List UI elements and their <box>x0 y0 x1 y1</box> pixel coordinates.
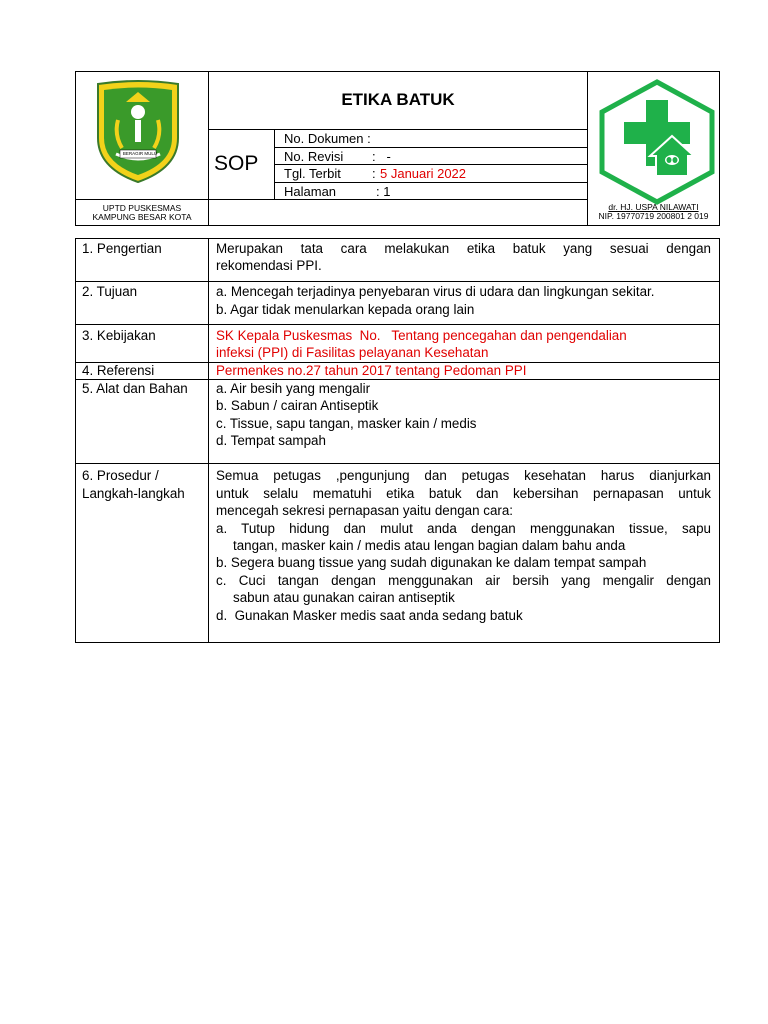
field-tgl-terbit-colon: : <box>372 166 380 181</box>
signatory-name: dr. HJ. USPA NILAWATI <box>608 202 699 212</box>
field-halaman-label: Halaman <box>284 184 337 199</box>
sop-label: SOP <box>214 152 259 175</box>
field-tgl-terbit-value: 5 Januari 2022 <box>380 166 467 181</box>
page-title: ETIKA BATUK <box>341 90 455 109</box>
field-tgl-terbit-label: Tgl. Terbit <box>284 166 341 181</box>
kebijakan-line1: SK Kepala Puskesmas No. Tentang pencegahan dan pengendalian <box>216 328 627 343</box>
prosedur-step-a-line1: a. Tutup hidung dan mulut anda dengan menggunakan tissue, sapu <box>216 521 711 536</box>
puskesmas-logo <box>598 78 716 206</box>
kebijakan-line2: infeksi (PPI) di Fasilitas pelayanan Kesehatan <box>216 345 489 360</box>
emblem-motto: BERAGIR MULU <box>122 151 158 156</box>
alat-item-a: a. Air besih yang mengalir <box>216 381 371 396</box>
label-kebijakan: 3. Kebijakan <box>82 328 156 343</box>
left-caption-line2: KAMPUNG BESAR KOTA <box>92 212 192 222</box>
tujuan-item-b: b. Agar tidak menularkan kepada orang lain <box>216 302 475 317</box>
prosedur-step-b: b. Segera buang tissue yang sudah digunakan ke dalam tempat sampah <box>216 555 647 570</box>
pengertian-line1: Merupakan tata cara melakukan etika batuk yang sesuai dengan <box>216 241 711 256</box>
prosedur-intro-line3: mencegah sekresi pernapasan yaitu dengan cara: <box>216 503 514 518</box>
field-halaman-value: : 1 <box>376 184 391 199</box>
prosedur-step-c-line2: sabun atau gunakan cairan antiseptik <box>233 590 455 605</box>
field-no-dokumen-label: No. Dokumen : <box>284 131 371 146</box>
prosedur-intro-line2: untuk selalu mematuhi etika batuk dan kebersihan pernapasan untuk <box>216 486 711 501</box>
prosedur-step-d: d. Gunakan Masker medis saat anda sedang batuk <box>216 608 523 623</box>
alat-item-b: b. Sabun / cairan Antiseptik <box>216 398 379 413</box>
label-referensi: 4. Referensi <box>82 363 155 378</box>
signatory-nip: NIP. 19770719 200801 2 019 <box>598 211 709 221</box>
tujuan-item-a: a. Mencegah terjadinya penyebaran virus di udara dan lingkungan sekitar. <box>216 284 655 299</box>
alat-item-d: d. Tempat sampah <box>216 433 326 448</box>
label-prosedur-line2: Langkah-langkah <box>82 486 185 501</box>
field-no-revisi-value: : - <box>372 149 391 164</box>
prosedur-step-c-line1: c. Cuci tangan dengan menggunakan air bersih yang mengalir dengan <box>216 573 711 588</box>
label-tujuan: 2. Tujuan <box>82 284 138 299</box>
label-prosedur-line1: 6. Prosedur / <box>82 468 159 483</box>
prosedur-step-a-line2: tangan, masker kain / medis atau lengan bagian dalam bahu anda <box>233 538 626 553</box>
alat-item-c: c. Tissue, sapu tangan, masker kain / medis <box>216 416 477 431</box>
prosedur-intro-line1: Semua petugas ,pengunjung dan petugas kesehatan harus dianjurkan <box>216 468 711 483</box>
referensi-text: Permenkes no.27 tahun 2017 tentang Pedoman PPI <box>216 363 527 378</box>
field-no-revisi-label: No. Revisi <box>284 149 344 164</box>
label-pengertian: 1. Pengertian <box>82 241 162 256</box>
left-caption-line1: UPTD PUSKESMAS <box>102 203 182 213</box>
label-alat-bahan: 5. Alat dan Bahan <box>82 381 188 396</box>
pengertian-line2: rekomendasi PPI. <box>216 258 322 273</box>
regency-emblem <box>92 80 184 184</box>
